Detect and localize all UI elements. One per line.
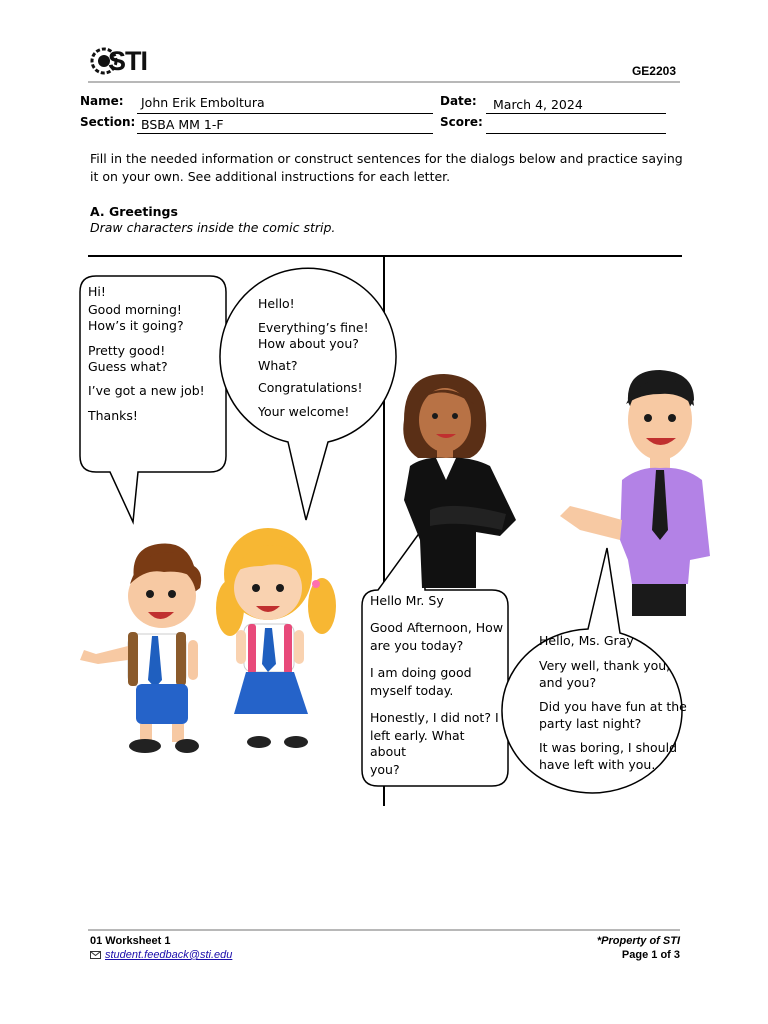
section-a-subtitle: Draw characters inside the comic strip. [90,220,336,235]
boy-figure-icon [80,543,201,753]
man-line-1: Hello, Ms. Gray [539,633,634,648]
girl-line-3: How about you? [258,336,359,351]
date-field[interactable]: March 4, 2024 [493,97,583,112]
girl-figure-icon [216,528,336,748]
worksheet-label: 01 Worksheet 1 [90,935,171,947]
boy-line-4: Pretty good! [88,343,166,358]
man-line-2: Very well, thank you, [539,658,671,673]
woman-line-5: myself today. [370,683,454,698]
woman-line-6: Honestly, I did not? I [370,710,499,725]
man-figure-icon [560,370,710,616]
boy-line-1: Hi! [88,284,106,299]
boy-line-6: I’ve got a new job! [88,383,205,398]
man-line-4: Did you have fun at the [539,699,687,714]
woman-line-2: Good Afternoon, How [370,620,504,635]
man-line-7: have left with you. [539,757,656,772]
man-line-5: party last night? [539,716,642,731]
name-label: Name: [80,94,124,108]
man-line-6: It was boring, I should [539,740,678,755]
property-label: *Property of STI [596,935,680,947]
boy-dialog [88,284,222,424]
section-label: Section: [80,115,136,129]
woman-line-3: are you today? [370,638,464,653]
page-number: Page 1 of 3 [621,949,680,961]
email-link[interactable]: student.feedback@sti.edu [105,949,233,961]
man-dialog [539,633,689,773]
section-field[interactable]: BSBA MM 1-F [141,117,224,132]
email-icon [90,951,101,959]
boy-line-7: Thanks! [88,408,138,423]
man-line-3: and you? [539,675,597,690]
girl-line-2: Everything’s fine! [258,320,369,335]
girl-dialog [258,296,388,420]
girl-line-1: Hello! [258,296,295,311]
woman-line-7: left early. What about [370,728,465,759]
woman-line-8: you? [370,762,400,777]
section-a-title: A. Greetings [90,204,178,219]
score-label: Score: [440,115,483,129]
course-code: GE2203 [631,64,676,78]
instructions-text: Fill in the needed information or construct sentences for the dialogs below and practice saying it on your own. See additional instructions for each letter. [90,151,683,184]
boy-line-5: Guess what? [88,359,168,374]
footer-divider [88,929,680,931]
name-field[interactable]: John Erik Emboltura [141,95,265,110]
girl-line-4: What? [258,358,298,373]
date-label: Date: [440,94,477,108]
woman-dialog [370,593,504,778]
boy-line-3: How’s it going? [88,318,184,333]
woman-line-4: I am doing good [370,665,472,680]
footer-email [90,949,232,961]
girl-line-6: Your welcome! [258,404,350,419]
boy-line-2: Good morning! [88,302,182,317]
girl-line-5: Congratulations! [258,380,363,395]
logo-text: STI [108,46,148,76]
woman-line-1: Hello Mr. Sy [370,593,444,608]
